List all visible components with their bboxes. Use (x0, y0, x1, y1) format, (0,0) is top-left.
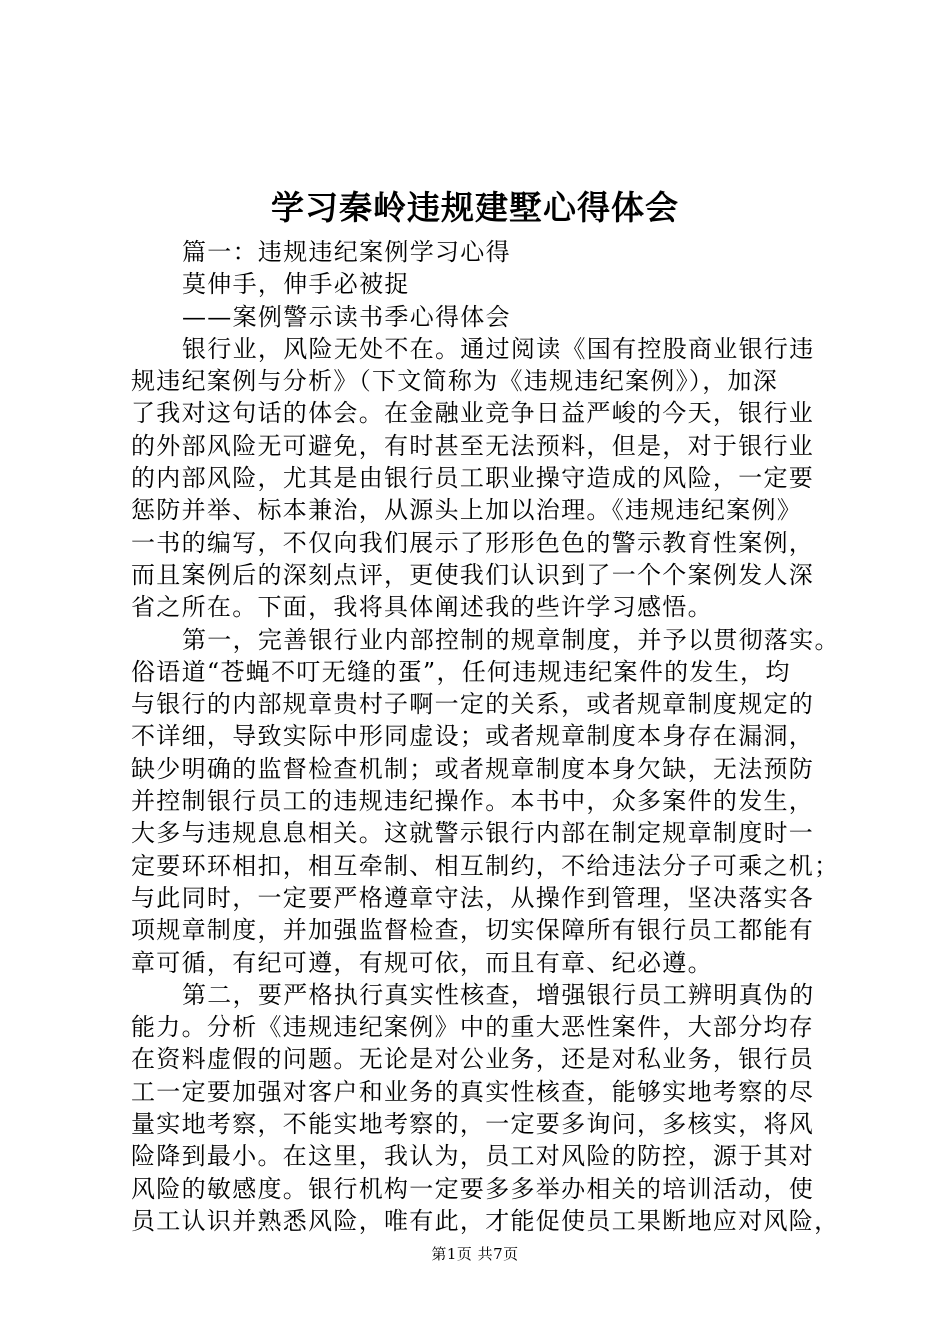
paragraph-line: 定要环环相扣，相互牵制、相互制约，不给违法分子可乘之机； (131, 851, 840, 880)
heading-line: 篇一：违规违纪案例学习心得 (182, 238, 511, 266)
paragraph-line: 能力。分析《违规违纪案例》中的重大恶性案件，大部分均存 (131, 1013, 815, 1042)
paragraph-line: 项规章制度，并加强监督检查，切实保障所有银行员工都能有 (131, 916, 815, 945)
paragraph-line: 在资料虚假的问题。无论是对公业务，还是对私业务，银行员 (131, 1045, 815, 1074)
document-title: 学习秦岭违规建墅心得体会 (271, 188, 679, 227)
paragraph-line: 规违纪案例与分析》（下文简称为《违规违纪案例》），加深 (131, 367, 779, 396)
paragraph-line: 险降到最小。在这里，我认为，员工对风险的防控，源于其对 (131, 1142, 815, 1171)
paragraph-line: 惩防并举、标本兼治，从源头上加以治理。《违规违纪案例》 (131, 496, 803, 525)
paragraph-line: 并控制银行员工的违规违纪操作。本书中，众多案件的发生， (131, 787, 815, 816)
heading-line: 莫伸手，伸手必被捉 (182, 270, 410, 299)
paragraph-line: 风险的敏感度。银行机构一定要多多举办相关的培训活动，使 (131, 1174, 815, 1203)
heading-line: ——案例警示读书季心得体会 (182, 302, 511, 331)
paragraph-line: 省之所在。下面，我将具体阐述我的些许学习感悟。 (131, 593, 713, 622)
paragraph-line: 而且案例后的深刻点评，更使我们认识到了一个个案例发人深 (131, 560, 815, 589)
paragraph-line: 员工认识并熟悉风险，唯有此，才能促使员工果断地应对风险， (131, 1206, 840, 1235)
paragraph-line: 俗语道“苍蝇不叮无缝的蛋”，任何违规违纪案件的发生，均 (131, 657, 791, 686)
paragraph-line: 工一定要加强对客户和业务的真实性核查，能够实地考察的尽 (131, 1077, 815, 1106)
paragraph-line: 章可循，有纪可遵，有规可依，而且有章、纪必遵。 (131, 948, 713, 977)
paragraph-line: 与银行的内部规章贵村子啊一定的关系，或者规章制度规定的 (131, 690, 815, 719)
paragraph-line: 一书的编写，不仅向我们展示了形形色色的警示教育性案例， (131, 528, 815, 557)
document-body (131, 236, 840, 1237)
paragraph-line: 缺少明确的监督检查机制；或者规章制度本身欠缺，无法预防 (131, 754, 815, 783)
paragraph-line: 大多与违规息息相关。这就警示银行内部在制定规章制度时一 (131, 819, 815, 848)
paragraph-line: 的外部风险无可避免，有时甚至无法预料，但是，对于银行业 (131, 431, 815, 460)
paragraph-line: 量实地考察，不能实地考察的，一定要多询问，多核实，将风 (131, 1110, 815, 1139)
paragraph-line: 的内部风险，尤其是由银行员工职业操守造成的风险，一定要 (131, 464, 815, 493)
page-number-footer: 第1页 共7页 (431, 1245, 519, 1263)
paragraph-line: 第二，要严格执行真实性核查，增强银行员工辨明真伪的 (182, 980, 815, 1009)
paragraph-line: 银行业，风险无处不在。通过阅读《国有控股商业银行违 (182, 334, 815, 363)
paragraph-line: 不详细，导致实际中形同虚设；或者规章制度本身存在漏洞， (131, 722, 815, 751)
paragraph-line: 了我对这句话的体会。在金融业竞争日益严峻的今天，银行业 (131, 399, 815, 428)
paragraph-line: 第一，完善银行业内部控制的规章制度，并予以贯彻落实。 (182, 625, 840, 654)
paragraph-line: 与此同时，一定要严格遵章守法，从操作到管理，坚决落实各 (131, 883, 815, 912)
